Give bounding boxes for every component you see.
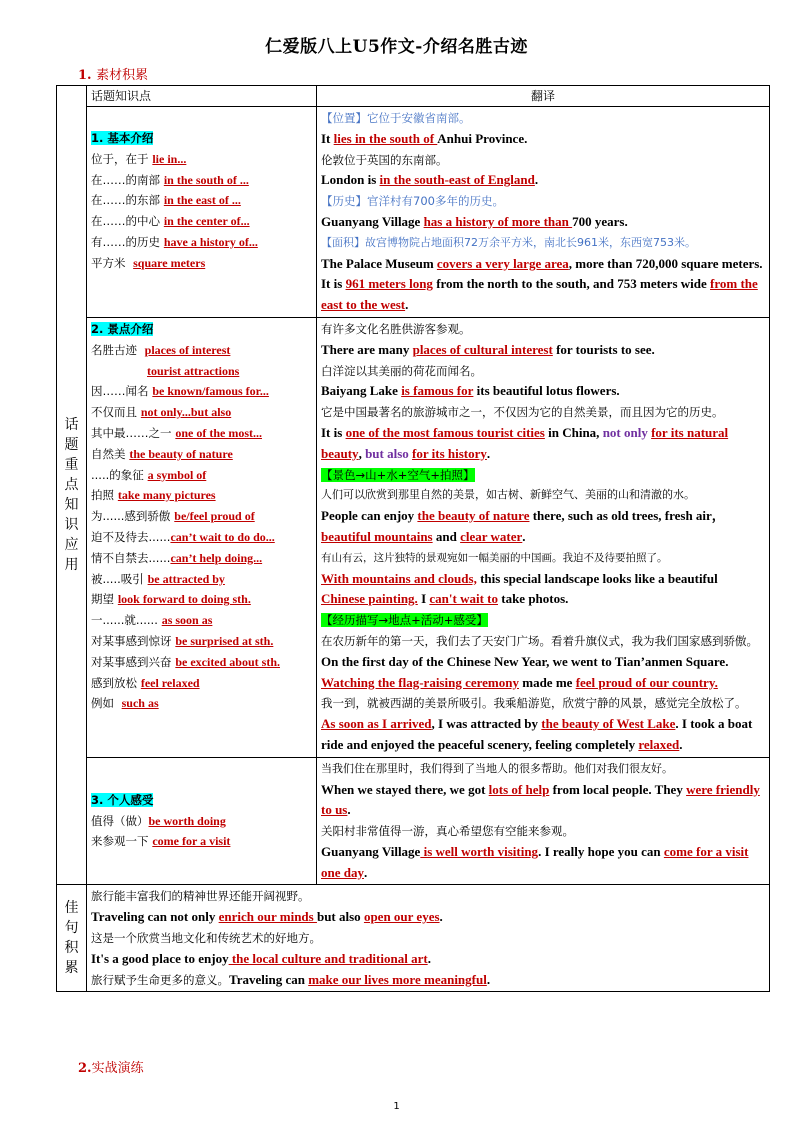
translation-cell: 有许多文化名胜供游客参观。 There are many places of cultural interest for tourists to see. 白洋淀以其美丽的荷花而闻名。 Baiyang Lake is famous for its beautiful lotus flowers. 它是中国最著名的旅游城市之一，不仅因为它的自然美景，而且因为它的历史。 It is one of the most famous tourist cities in China, not only for its natural beauty, but also for its history. 【景色→山+水+空气+拍照】 人们可以欣赏到那里自然的美景，如古树、新鲜空气、美丽的山和清澈的水。 People can enjoy the beauty of nature there, such as old trees, fresh air，beautiful mountains and clear water. 有山有云，这片独特的景观宛如一幅美丽的中国画。我迫不及待要拍照了。 With mountains and clouds, this special landscape looks like a beautiful Chinese painting. I can't wait to take photos. 【经历描写→地点+活动+感受】 在农历新年的第一天，我们去了天安门广场。看着升旗仪式，我为我们国家感到骄傲。 On the first day of the Chinese New Year, we went to Tian’anmen Square. Watching the flag-raising ceremony made me feel proud of our country. 我一到，就被西湖的美景所吸引。我乘船游览，欣赏宁静的风景，感觉完全放松了。 As soon as I arrived, I was attracted by the beauty of West Lake. I took a boat ride and enjoyed the peaceful scenery, feeling completely relaxed. (317, 317, 770, 757)
page-title: 仁爱版八上U5作文-介绍名胜古迹 (265, 37, 528, 57)
phrase-item: 其中最……之一 one of the most... (91, 425, 262, 440)
translation-cell: 【位置】它位于安徽省南部。 It lies in the south of Anhui Province. 伦敦位于英国的东南部。 London is in the south-east of England. 【历史】官洋村有700多年的历史。 Guanyang Village has a history of more than 700 years. 【面积】故宫博物院占地面积72万余平方米，南北长961米，东西宽753米。 The Palace Museum covers a very large area, more than 720,000 square meters. It is 961 meters long from the north to the south, and 753 meters wide from the east to the west. (317, 107, 770, 318)
phrase-item: 对某事感到惊讶 be surprised at sth. (91, 633, 274, 648)
section-heading-materials (78, 64, 148, 83)
page-number: 1 (393, 1101, 400, 1112)
section-title: 素材积累 (96, 68, 149, 83)
block-heading: 1. 基本介绍 (91, 131, 154, 145)
phrase-item: 因……闻名 be known/famous for... (91, 384, 269, 399)
phrase-cell (87, 107, 317, 318)
block-personal-feeling (57, 757, 770, 885)
phrase-item: 对某事感到兴奋 be excited about sth. (91, 654, 280, 669)
phrase-item: 为......感到骄傲 be/feel proud of (91, 509, 255, 524)
phrase-item: 名胜古迹 places of interest (91, 342, 231, 357)
section-number: 2. (78, 1061, 92, 1076)
header-topic: 话题知识点 (87, 86, 317, 107)
section-heading-practice (78, 1057, 144, 1076)
phrase-item: 有……的历史 have a history of... (91, 234, 258, 249)
block-heading: 3. 个人感受 (91, 792, 154, 807)
phrase-cell (87, 757, 317, 885)
phrase-item: tourist attractions (147, 363, 240, 378)
tip-badge: 【景色→山+水+空气+拍照】 (321, 467, 475, 482)
block-attraction-intro (57, 317, 770, 757)
phrase-item: 不仅而且 not only...but also (91, 405, 232, 420)
topic-label-vertical: 话 题 重 点 知 识 应 用 (57, 107, 87, 885)
phrase-cell (87, 317, 317, 757)
section-title: 实战演练 (91, 1061, 144, 1076)
phrase-item: 被.....吸引 be attracted by (91, 571, 225, 586)
phrase-item: 在……的南部 in the south of ... (91, 172, 249, 187)
phrase-item: 例如 such as (91, 696, 159, 711)
sentences-label-vertical: 佳 句 积 累 (57, 885, 87, 992)
phrase-item: 自然美 the beauty of nature (91, 446, 233, 461)
tip-badge: 【经历描写→地点+活动+感受】 (321, 613, 488, 628)
phrase-item: 平方米 square meters (91, 255, 206, 270)
phrase-item: 值得（做）be worth doing (91, 813, 226, 828)
header-row (57, 86, 770, 107)
phrase-item: 一......就...... as soon as (91, 613, 213, 628)
block-basic-intro (57, 107, 770, 318)
phrase-item: 情不自禁去......can’t help doing... (91, 550, 263, 565)
phrase-item: 来参观一下 come for a visit (91, 834, 231, 849)
header-translation: 翻译 (317, 86, 770, 107)
phrase-item: .....的象征 a symbol of (91, 467, 207, 482)
block-heading: 2. 景点介绍 (91, 321, 154, 336)
section-number: 1. (78, 68, 92, 83)
phrase-item: 迫不及待去......can’t wait to do do... (91, 529, 275, 544)
phrase-item: 在……的中心 in the center of... (91, 214, 250, 229)
phrase-item: 位于，在于 lie in... (91, 151, 187, 166)
sentences-cell: 旅行能丰富我们的精神世界还能开阔视野。 Traveling can not only enrich our minds but also open our eyes. 这是一个欣赏当地文化和传统艺术的好地方。 It's a good place to enjoy the local culture and traditional art. 旅行赋予生命更多的意义。Traveling can make our lives more meaningful. (87, 885, 770, 992)
material-table (56, 85, 770, 992)
phrase-item: 期望 look forward to doing sth. (91, 592, 251, 607)
phrase-item: 感到放松 feel relaxed (91, 675, 200, 690)
block-good-sentences (57, 885, 770, 992)
phrase-item: 在……的东部 in the east of ... (91, 193, 241, 208)
phrase-item: 拍照 take many pictures (91, 488, 216, 503)
translation-cell: 当我们住在那里时，我们得到了当地人的很多帮助。他们对我们很友好。 When we stayed there, we got lots of help from local people. They were friendly to us. 关阳村非常值得一游，真心希望您有空能来参观。 Guanyang Village is well worth visiting. I really hope you can come for a visit one day. (317, 757, 770, 885)
